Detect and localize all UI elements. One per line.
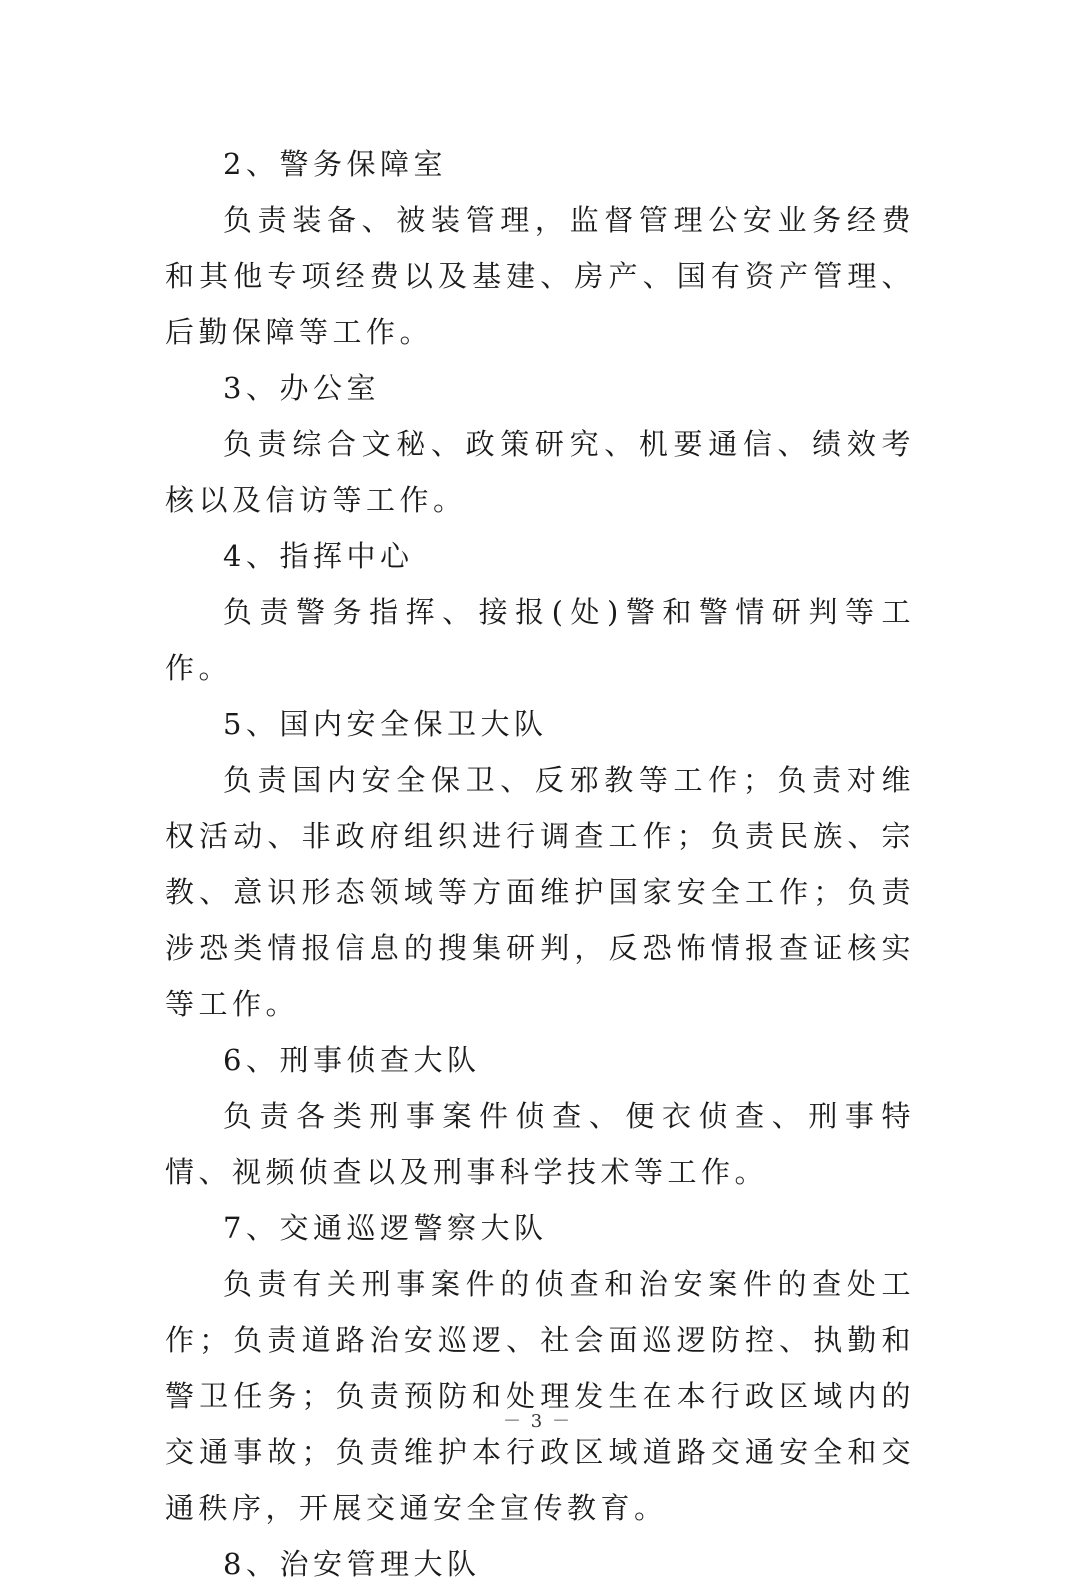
section-heading-domestic-security: 5、国内安全保卫大队 xyxy=(223,707,548,741)
page-content xyxy=(165,136,915,1592)
section-body-police-support: 负责装备、被装管理，监督管理公安业务经费和其他专项经费以及基建、房产、国有资产管理、后勤保障等工作。 xyxy=(165,203,915,349)
section-heading-command-center: 4、指挥中心 xyxy=(223,539,414,573)
section-heading-police-support: 2、警务保障室 xyxy=(223,147,447,181)
section-body-office: 负责综合文秘、政策研究、机要通信、绩效考核以及信访等工作。 xyxy=(165,427,915,517)
section-heading-office: 3、办公室 xyxy=(223,371,380,405)
page-number: － 3 － xyxy=(503,1411,572,1432)
section-body-traffic-patrol: 负责有关刑事案件的侦查和治安案件的查处工作；负责道路治安巡逻、社会面巡逻防控、执勤和警卫任务；负责预防和处理发生在本行政区域内的交通事故；负责维护本行政区域道路交通安全和交通秩序，开展交通安全宣传教育。 xyxy=(165,1267,915,1525)
section-body-command-center: 负责警务指挥、接报(处)警和警情研判等工作。 xyxy=(165,595,915,685)
section-heading-criminal-investigation: 6、刑事侦查大队 xyxy=(223,1043,481,1077)
section-body-domestic-security: 负责国内安全保卫、反邪教等工作；负责对维权活动、非政府组织进行调查工作；负责民族、宗教、意识形态领域等方面维护国家安全工作；负责涉恐类情报信息的搜集研判，反恐怖情报查证核实等工作。 xyxy=(165,763,915,1021)
section-heading-public-order: 8、治安管理大队 xyxy=(223,1547,481,1581)
section-heading-traffic-patrol: 7、交通巡逻警察大队 xyxy=(223,1211,548,1245)
section-body-criminal-investigation: 负责各类刑事案件侦查、便衣侦查、刑事特情、视频侦查以及刑事科学技术等工作。 xyxy=(165,1099,915,1189)
